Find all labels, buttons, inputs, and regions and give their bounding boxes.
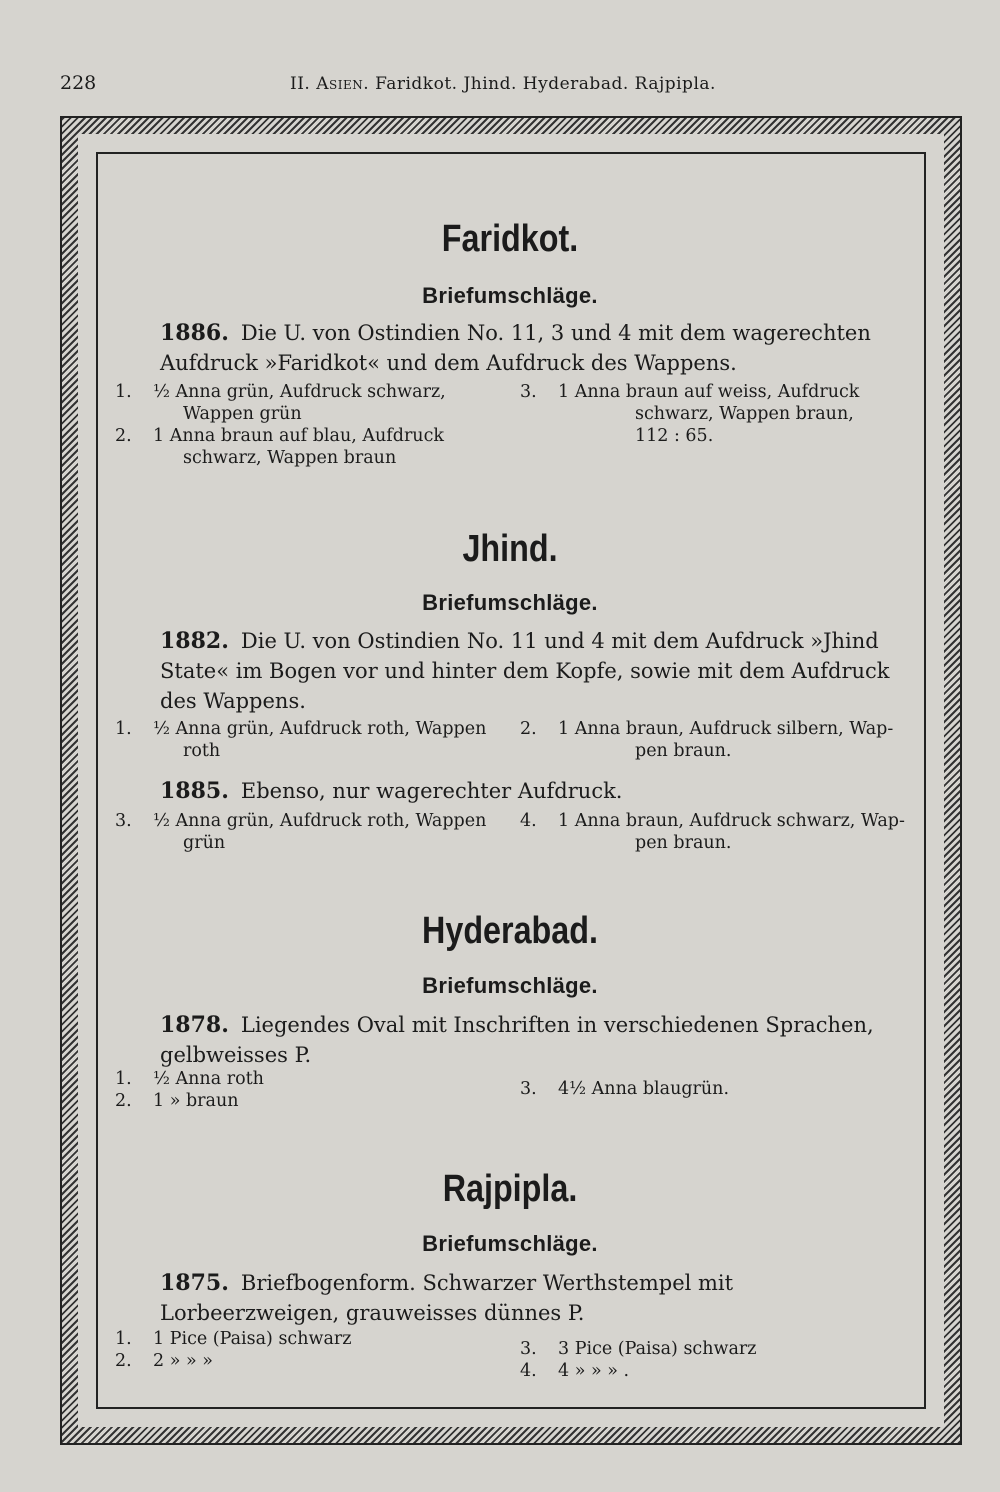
list-item: 3. 1 Anna braun auf weiss, Aufdruck schwarz, Wappen braun, 112 : 65. [520,382,860,446]
list-item: 1. 1 Pice (Paisa) schwarz [115,1329,352,1349]
state-list: Faridkot. Jhind. Hyderabad. Rajpipla. [375,74,716,94]
list-item: 4. 1 Anna braun, Aufdruck schwarz, Wap- pen braun. [520,811,905,853]
list-item: 1. ½ Anna grün, Aufdruck schwarz, Wappen grün [115,382,446,424]
page-number: 228 [60,72,97,94]
section-subtitle: Briefumschläge. [422,1231,598,1256]
list-item: 2. 1 Anna braun auf blau, Aufdruck schwarz, Wappen braun [115,426,444,468]
issue-year: 1885. [160,778,229,804]
running-title [290,74,716,94]
issue-year: 1886. [160,320,229,346]
running-head [0,72,1000,102]
section-title: Rajpipla. [442,1168,578,1210]
list-item: 1. ½ Anna grün, Aufdruck roth, Wappen roth [115,719,487,761]
list-item: 3. 4½ Anna blaugrün. [520,1079,730,1099]
list-item: 2. 1 Anna braun, Aufdruck silbern, Wap- pen braun. [520,719,894,761]
issue-text: Die U. von Ostindien No. 11, 3 und 4 mit dem wagerechten Aufdruck »Faridkot« und dem Aufdruck des Wappens. [160,321,871,375]
issue-paragraph [160,318,910,378]
issue-text: Liegendes Oval mit Inschriften in verschiedenen Sprachen, gelbweisses P. [160,1013,874,1067]
section-title: Jhind. [462,528,558,570]
section-subtitle: Briefumschläge. [422,973,598,998]
section-title: Faridkot. [441,218,579,260]
issue-paragraph [160,776,910,806]
issue-paragraph [160,626,910,716]
list-item: 2. 1 » braun [115,1091,239,1111]
issue-paragraph [160,1010,910,1070]
section-subtitle: Briefumschläge. [422,590,598,615]
issue-year: 1882. [160,628,229,654]
section-title: Hyderabad. [422,910,598,952]
issue-year: 1878. [160,1012,229,1038]
issue-text: Briefbogenform. Schwarzer Werthstempel mit Lorbeerzweigen, grauweisses dünnes P. [160,1271,734,1325]
list-item: 2. 2 » » » [115,1351,213,1371]
section-subtitle: Briefumschläge. [422,283,598,308]
list-item: 3. 3 Pice (Paisa) schwarz [520,1339,757,1359]
list-item: 3. ½ Anna grün, Aufdruck roth, Wappen grün [115,811,487,853]
issue-text: Die U. von Ostindien No. 11 und 4 mit dem Aufdruck »Jhind State« im Bogen vor und hinter dem Kopfe, sowie mit dem Aufdruck des Wappens. [160,629,890,713]
list-item: 1. ½ Anna roth [115,1069,264,1089]
issue-paragraph [160,1268,910,1328]
list-item: 4. 4 » » » . [520,1361,630,1381]
issue-text: Ebenso, nur wagerechter Aufdruck. [240,779,623,803]
continent-name: Asien. [316,74,370,94]
issue-year: 1875. [160,1270,229,1296]
part-number: II. [290,74,311,94]
